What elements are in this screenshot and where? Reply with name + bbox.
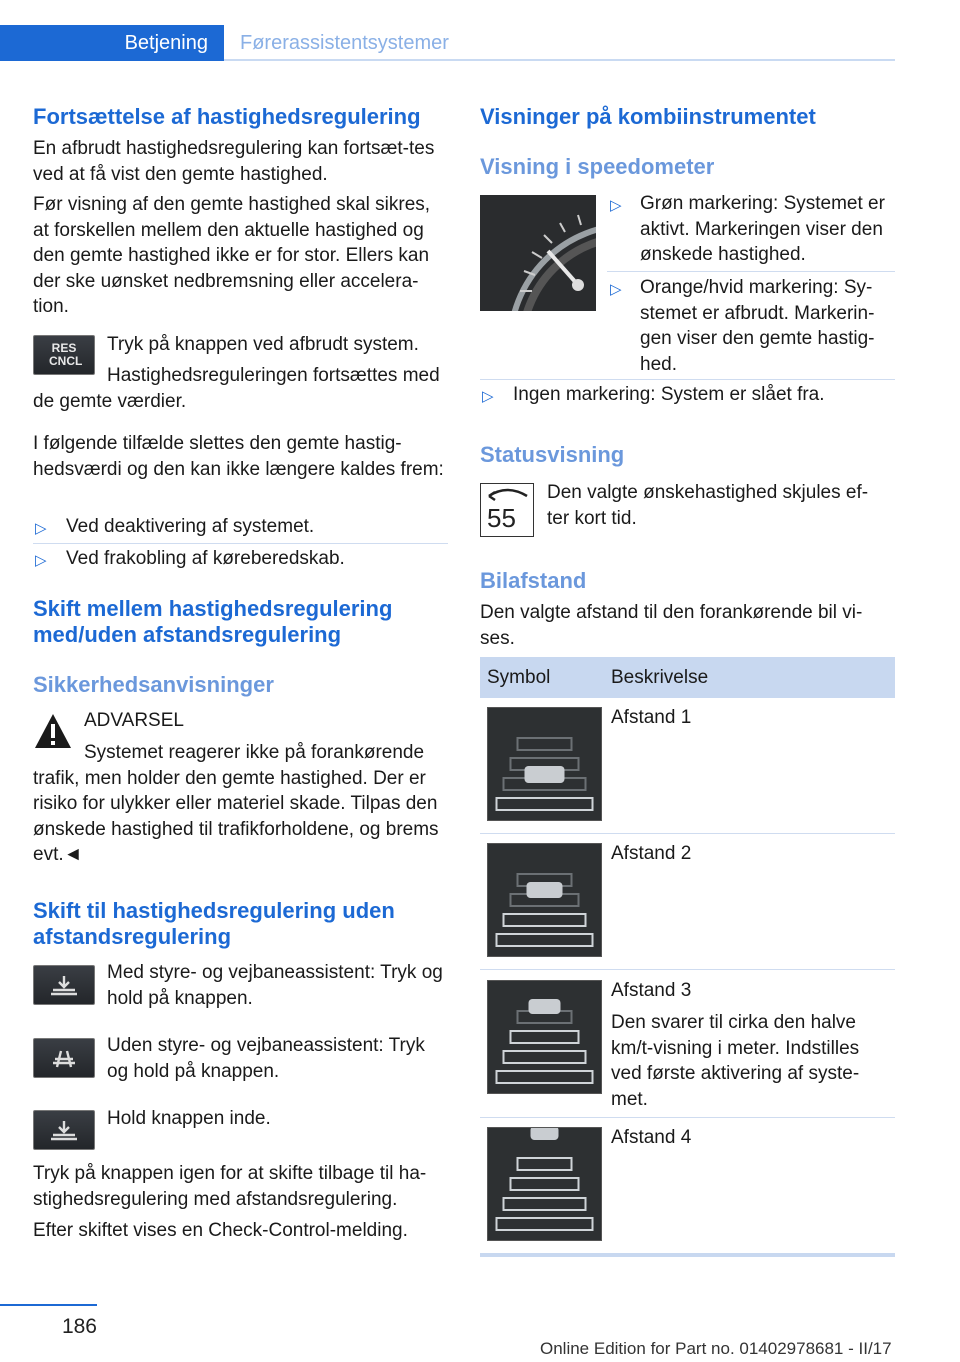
section-title-skift-til: Skift til hastighedsregulering uden afstandsregulering [33, 898, 395, 949]
section-title-visninger: Visninger på kombiinstrumentet [480, 104, 816, 129]
distance-3-icon [487, 980, 602, 1094]
paragraph: I følgende tilfælde slettes den gemte hastig-hedsværdi og den kan ikke længere kaldes frem: [33, 433, 444, 480]
table-cell: Den svarer til cirka den halve km/t-visning i meter. Indstilles ved første aktivering af syste-met. [611, 1012, 860, 1110]
divider [480, 1117, 895, 1118]
table-header [480, 657, 895, 698]
bullet-triangle-icon: ▷ [482, 388, 494, 405]
list-item: Ved frakobling af køreberedskab. [66, 548, 345, 569]
steering-assist-button-icon [33, 965, 95, 1005]
footer-rule [0, 1304, 97, 1306]
tab-forerassistentsystemer[interactable]: Førerassistentsystemer [240, 32, 449, 54]
paragraph: Hastighedsreguleringen fortsættes med de gemte værdier. [33, 365, 440, 412]
column-header-description: Beskrivelse [611, 667, 709, 688]
footer-edition: Online Edition for Part no. 01402978681 - II/17 [540, 1339, 892, 1358]
paragraph: Med styre- og vejbaneassistent: Tryk og hold på knappen. [107, 962, 443, 1009]
hold-button-icon [33, 1110, 95, 1150]
paragraph: Uden styre- og vejbaneassistent: Tryk og hold på knappen. [107, 1035, 425, 1082]
speed-status-icon: 55 [480, 483, 534, 537]
divider [480, 833, 895, 834]
subsection-title-sikkerhed: Sikkerhedsanvisninger [33, 672, 274, 697]
lane-assist-button-icon [33, 1038, 95, 1078]
column-header-symbol: Symbol [487, 667, 551, 688]
list-item: Grøn markering: Systemet er aktivt. Markeringen viser den ønskede hastighed. [640, 193, 885, 265]
warning-text: Systemet reagerer ikke på forankørende trafik, men holder den gemte hastighed. Der er risiko for ulykker eller materiel skade. Tilpas den ønskede hastighed til trafikforholdene, og brems evt.◄ [33, 742, 439, 865]
paragraph: Hold knappen inde. [107, 1108, 271, 1129]
table-cell: Afstand 4 [611, 1127, 692, 1148]
table-cell: Afstand 1 [611, 707, 692, 728]
subsection-title-bilafstand: Bilafstand [480, 568, 587, 593]
table-cell: Afstand 2 [611, 843, 692, 864]
paragraph: Den valgte ønskehastighed skjules ef-ter kort tid. [547, 482, 869, 529]
res-cncl-button-icon: RES CNCL [33, 335, 95, 375]
paragraph: Efter skiftet vises en Check-Control-melding. [33, 1220, 408, 1241]
speedometer-image [480, 195, 596, 311]
section-title-fortsaettelse: Fortsættelse af hastighedsregulering [33, 104, 421, 129]
paragraph: Tryk på knappen igen for at skifte tilbage til ha-stighedsregulering med afstandsregulering. [33, 1163, 427, 1210]
paragraph: Den valgte afstand til den forankørende bil vi-ses. [480, 602, 863, 649]
distance-4-icon [487, 1127, 602, 1241]
table-bottom-rule [480, 1253, 895, 1257]
section-title-skift-mellem: Skift mellem hastighedsregulering med/uden afstandsregulering [33, 596, 393, 647]
subsection-title-statusvisning: Statusvisning [480, 442, 625, 467]
bullet-triangle-icon: ▷ [610, 197, 622, 214]
subsection-title-speedometer: Visning i speedometer [480, 154, 715, 179]
bullet-triangle-icon: ▷ [610, 281, 622, 298]
page-number: 186 [61, 1315, 97, 1338]
distance-1-icon [487, 707, 602, 821]
divider [480, 379, 895, 380]
header-rule [224, 59, 895, 61]
bullet-triangle-icon: ▷ [35, 520, 47, 537]
divider [33, 543, 448, 544]
bullet-triangle-icon: ▷ [35, 552, 47, 569]
list-item: Ingen markering: System er slået fra. [513, 384, 825, 405]
distance-2-icon [487, 843, 602, 957]
table-cell: Afstand 3 [611, 980, 692, 1001]
divider [480, 969, 895, 970]
warning-label: ADVARSEL [84, 710, 184, 731]
divider [607, 271, 895, 272]
paragraph: Før visning af den gemte hastighed skal sikres, at forskellen mellem den aktuelle hastighed og den gemte hastighed ikke er for stor. Ellers kan der ske uønsket nedbremsning eller accelera-tion. [33, 194, 431, 317]
paragraph: En afbrudt hastighedsregulering kan fortsæt-tes ved at få vist den gemte hastighed. [33, 138, 435, 185]
tab-betjening[interactable]: Betjening [0, 25, 224, 61]
list-item: Orange/hvid markering: Sy-stemet er afbrudt. Markerin-gen viser den gemte hastig-hed. [640, 277, 875, 375]
paragraph: Tryk på knappen ved afbrudt system. [107, 334, 419, 355]
list-item: Ved deaktivering af systemet. [66, 516, 315, 537]
